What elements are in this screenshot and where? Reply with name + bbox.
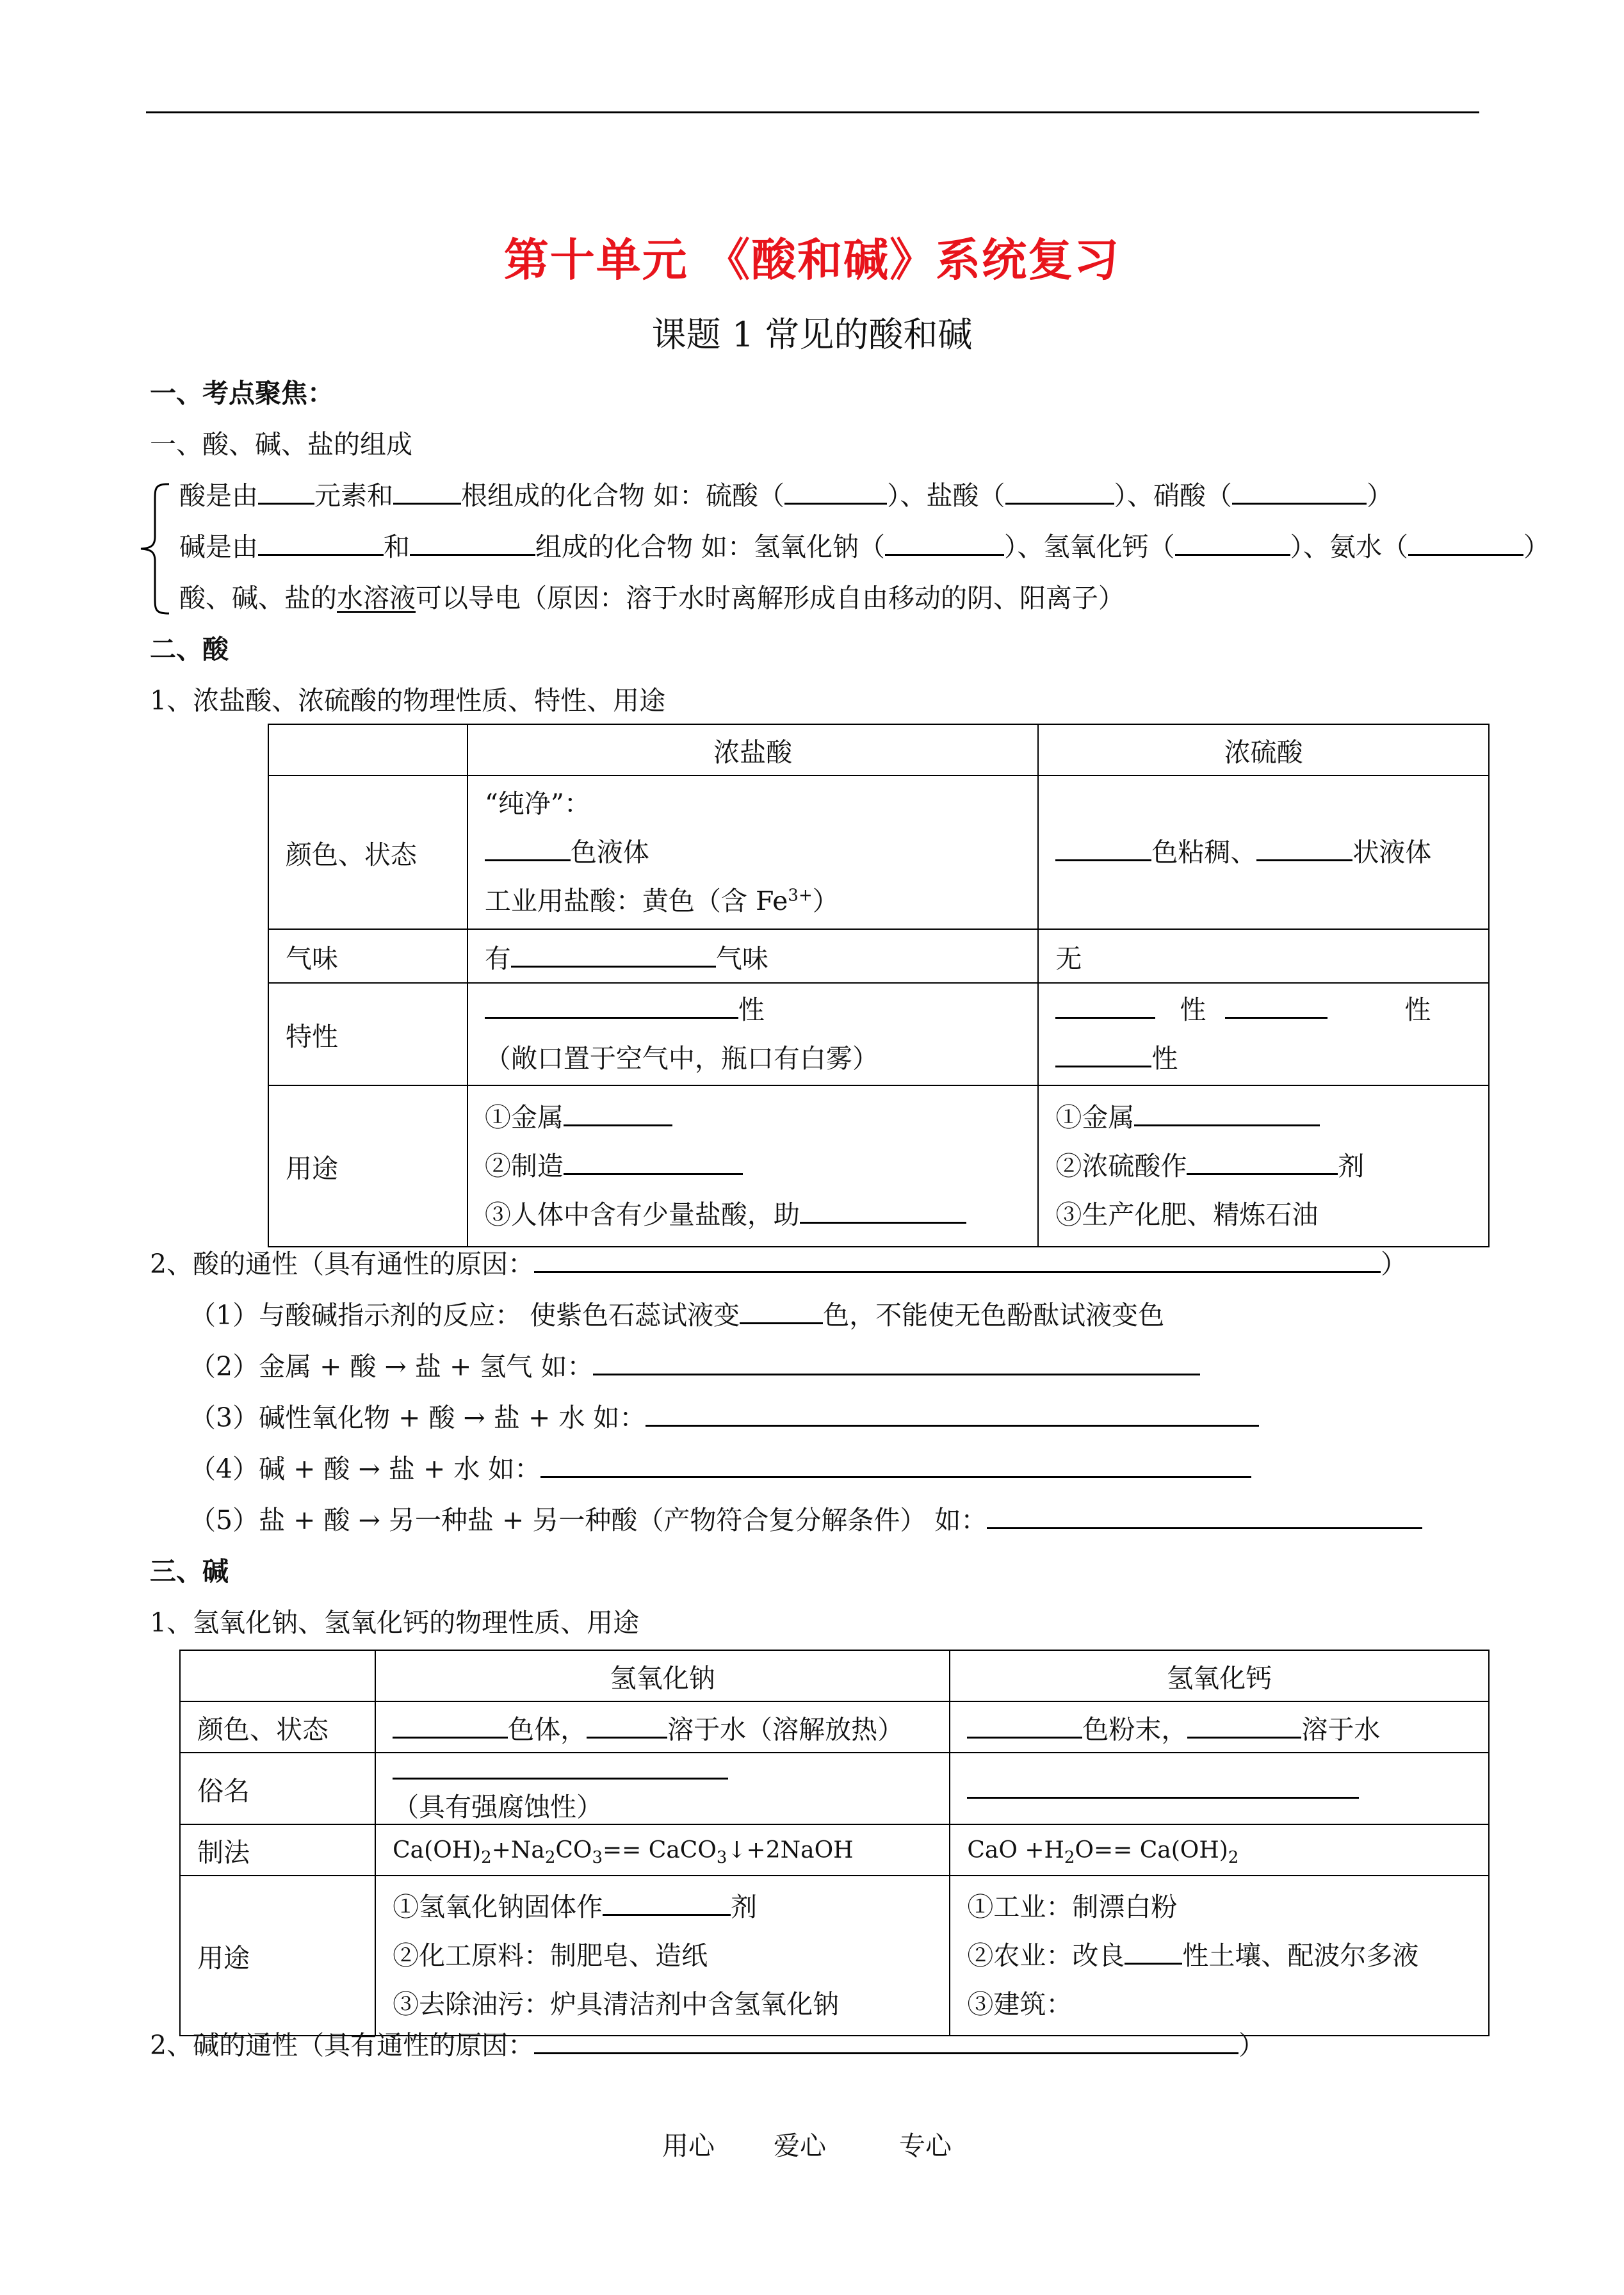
row-label: 气味 <box>268 929 467 983</box>
column-header-h2so4: 浓硫酸 <box>1038 724 1489 775</box>
blank <box>1055 993 1155 1019</box>
table-row <box>180 1876 1489 2036</box>
cell-line: ①工业：制漂白粉 <box>967 1892 1178 1922</box>
acid-property-4 <box>190 1451 1251 1487</box>
text: CaO +H <box>967 1837 1064 1863</box>
text: ②浓硫酸作 <box>1055 1151 1187 1181</box>
table-row <box>180 1824 1489 1876</box>
text: ） <box>812 886 839 916</box>
table-cell <box>375 1876 950 2036</box>
row-label: 制法 <box>180 1824 375 1876</box>
subscript: 3 <box>716 1847 727 1867</box>
section-heading-focus: 一、考点聚焦： <box>150 378 334 409</box>
text: +Na <box>491 1837 545 1863</box>
text: 性 <box>738 994 765 1025</box>
text: 工业用盐酸：黄色（含 Fe <box>484 886 788 916</box>
blank <box>603 1890 731 1916</box>
row-label: 颜色、状态 <box>268 775 467 929</box>
table-cell <box>467 775 1038 929</box>
column-header-hcl: 浓盐酸 <box>467 724 1038 775</box>
table-row <box>180 1753 1489 1824</box>
text: 和 <box>384 531 410 562</box>
blank <box>1134 1100 1320 1126</box>
blank <box>564 1100 672 1126</box>
blank <box>784 478 887 505</box>
superscript: 3+ <box>788 886 813 905</box>
text: == CaCO <box>603 1837 717 1863</box>
cell-line <box>1055 985 1472 1034</box>
text: ）、盐酸（ <box>887 480 1005 511</box>
blank <box>485 835 571 861</box>
item-base-properties: 1、氢氧化钠、氢氧化钙的物理性质、用途 <box>150 1607 640 1638</box>
text: （1）与酸碱指示剂的反应： 使紫色石蕊试液变 <box>190 1300 740 1331</box>
cell-line: ③生产化肥、精炼石油 <box>1055 1199 1319 1230</box>
text: Ca(OH) <box>393 1837 482 1863</box>
cell-line <box>485 985 1021 1034</box>
column-header-caoh2: 氢氧化钙 <box>950 1650 1489 1701</box>
text: 溶于水 <box>1301 1714 1381 1745</box>
blank <box>393 478 461 505</box>
page-title: 第十单元 《酸和碱》系统复习 <box>503 233 1121 286</box>
text: （4）碱 + 酸 → 盐 + 水 如： <box>190 1454 541 1484</box>
blank <box>1256 835 1352 861</box>
table-cell <box>375 1701 950 1753</box>
header-rule <box>146 111 1479 113</box>
subscript: 2 <box>481 1847 492 1867</box>
text: ①金属 <box>1055 1102 1135 1133</box>
blank <box>511 941 716 968</box>
text: 2、碱的通性（具有通性的原因： <box>150 2030 535 2061</box>
blank <box>1232 478 1367 505</box>
text: CO <box>555 1837 592 1863</box>
subscript: 3 <box>592 1847 603 1867</box>
table-row <box>268 983 1489 1085</box>
acid-property-5 <box>190 1502 1422 1538</box>
item-composition: 一、酸、碱、盐的组成 <box>150 429 412 460</box>
text: ②制造 <box>484 1151 564 1181</box>
cell-line: “纯净”： <box>484 788 590 819</box>
cell-line <box>485 1142 1021 1190</box>
page-subtitle: 课题 1 常见的酸和碱 <box>651 314 973 355</box>
blank <box>646 1400 1259 1427</box>
blank <box>1175 530 1290 556</box>
blank <box>1187 1712 1301 1739</box>
text: 色液体 <box>570 837 649 868</box>
section-heading-acid: 二、酸 <box>150 634 229 665</box>
table-cell <box>950 1753 1489 1824</box>
text: 酸、碱、盐的 <box>179 583 337 613</box>
text: 酸是由 <box>179 480 258 511</box>
cell-line <box>1055 1142 1472 1190</box>
text: （5）盐 + 酸 → 另一种盐 + 另一种酸（产物符合复分解条件） 如： <box>190 1505 987 1536</box>
row-label: 特性 <box>268 983 467 1085</box>
blank <box>1187 1149 1338 1175</box>
conductivity-line <box>179 580 1125 616</box>
cell-line <box>485 1190 1021 1239</box>
blank <box>485 993 738 1019</box>
text: 性 <box>1180 994 1206 1025</box>
text: 剂 <box>1338 1151 1365 1181</box>
text: 色体， <box>508 1714 587 1745</box>
blank <box>1408 530 1523 556</box>
table-cell <box>268 724 467 775</box>
cell-line: ②化工原料：制肥皂、造纸 <box>393 1940 708 1971</box>
acid-property-2 <box>190 1349 1200 1384</box>
cell-line <box>967 1931 1472 1980</box>
subscript: 2 <box>1064 1847 1075 1867</box>
blank <box>258 478 314 505</box>
blank <box>540 1452 1251 1478</box>
text: （具有强腐蚀性） <box>393 1792 603 1822</box>
text: （3）碱性氧化物 + 酸 → 盐 + 水 如： <box>190 1402 646 1433</box>
cell-line <box>1055 828 1472 877</box>
text: ③人体中含有少量盐酸，助 <box>484 1199 800 1230</box>
row-label: 用途 <box>268 1085 467 1247</box>
blank <box>967 1712 1082 1739</box>
table-cell <box>375 1753 950 1824</box>
cell-line: ③去除油污：炉具清洁剂中含氢氧化钠 <box>393 1989 840 2020</box>
blank <box>1055 835 1151 861</box>
table-header-row <box>180 1650 1489 1701</box>
text: 性土壤、配波尔多液 <box>1182 1940 1419 1971</box>
table-row <box>268 929 1489 983</box>
blank <box>393 1712 508 1739</box>
table-cell <box>467 983 1038 1085</box>
text: 2、酸的通性（具有通性的原因： <box>150 1249 535 1279</box>
curly-brace-icon <box>136 482 174 616</box>
acid-general-heading <box>150 1246 1407 1282</box>
text: O== Ca(OH) <box>1075 1837 1228 1863</box>
underlined-text: 水溶液 <box>337 583 416 613</box>
blank <box>1225 993 1328 1019</box>
text: ） <box>1523 531 1550 562</box>
table-cell <box>950 1876 1489 2036</box>
acid-property-1 <box>190 1297 1164 1333</box>
blank <box>1005 478 1114 505</box>
table-cell <box>180 1650 375 1701</box>
row-label: 用途 <box>180 1876 375 2036</box>
text: ①氢氧化钠固体作 <box>393 1892 603 1922</box>
text: ） <box>1367 480 1393 511</box>
blank <box>587 1712 667 1739</box>
footer-text: 用心 <box>662 2130 715 2161</box>
blank <box>885 530 1004 556</box>
text: ①金属 <box>484 1102 564 1133</box>
cell-line <box>485 828 1021 877</box>
blank <box>564 1149 743 1175</box>
cell-line <box>1055 1034 1472 1083</box>
text: ）、氨水（ <box>1290 531 1409 562</box>
table-cell: 无 <box>1038 929 1489 983</box>
footer-text: 专心 <box>899 2130 952 2161</box>
text: ②农业：改良 <box>967 1940 1125 1971</box>
blank <box>987 1503 1422 1529</box>
subscript: 2 <box>544 1847 556 1867</box>
text: 组成的化合物 如：氢氧化钠（ <box>535 531 886 562</box>
acid-properties-table <box>268 724 1490 1247</box>
base-general-heading <box>150 2027 1265 2063</box>
text: 碱是由 <box>179 531 258 562</box>
row-label: 俗名 <box>180 1753 375 1824</box>
table-cell <box>1038 1085 1489 1247</box>
blank <box>740 1298 823 1324</box>
blank <box>393 1753 728 1780</box>
subscript: 2 <box>1228 1847 1239 1867</box>
text: ）、硝酸（ <box>1114 480 1233 511</box>
row-label: 颜色、状态 <box>180 1701 375 1753</box>
table-cell <box>467 929 1038 983</box>
item-acid-properties: 1、浓盐酸、浓硫酸的物理性质、特性、用途 <box>150 685 666 716</box>
text: 性 <box>1404 994 1431 1025</box>
text: 根组成的化合物 如：硫酸（ <box>461 480 785 511</box>
text: 色，不能使无色酚酞试液变色 <box>823 1300 1165 1331</box>
cell-line <box>393 1883 932 1931</box>
blank <box>800 1197 966 1224</box>
cell-line <box>485 877 1021 925</box>
text: 剂 <box>731 1892 758 1922</box>
text: ） <box>1381 1249 1408 1279</box>
table-cell <box>950 1701 1489 1753</box>
section-heading-base: 三、碱 <box>150 1556 229 1587</box>
text: 色粉末， <box>1082 1714 1188 1745</box>
cell-line <box>1055 1093 1472 1142</box>
text: 溶于水（溶解放热） <box>667 1714 904 1745</box>
base-definition-line <box>179 529 1550 565</box>
text: 可以导电（原因：溶于水时离解形成自由移动的阴、阳离子） <box>416 583 1125 613</box>
text: 性 <box>1151 1043 1178 1074</box>
table-row <box>268 775 1489 929</box>
cell-line: （敞口置于空气中，瓶口有白雾） <box>484 1043 879 1074</box>
text: 有 <box>484 943 511 974</box>
table-header-row <box>268 724 1489 775</box>
blank <box>534 1247 1381 1273</box>
acid-definition-line <box>179 478 1393 514</box>
blank <box>593 1349 1200 1375</box>
blank <box>410 530 535 556</box>
footer-text: 爱心 <box>774 2130 826 2161</box>
blank <box>258 530 384 556</box>
table-row <box>268 1085 1489 1247</box>
table-cell <box>1038 983 1489 1085</box>
table-row <box>180 1701 1489 1753</box>
column-header-naoh: 氢氧化钠 <box>375 1650 950 1701</box>
blank <box>967 1772 1359 1799</box>
text: ）、氢氧化钙（ <box>1004 531 1175 562</box>
text: 色粘稠、 <box>1151 837 1257 868</box>
table-cell <box>950 1824 1489 1876</box>
text: 元素和 <box>314 480 393 511</box>
text: ↓+2NaOH <box>727 1837 854 1863</box>
blank <box>534 2028 1238 2054</box>
cell-line: ③建筑： <box>967 1989 1073 2020</box>
blank <box>1055 1041 1151 1067</box>
text: ） <box>1238 2030 1265 2061</box>
table-cell <box>467 1085 1038 1247</box>
blank <box>1125 1938 1182 1965</box>
text: 气味 <box>715 943 768 974</box>
base-properties-table <box>179 1650 1490 2036</box>
text: （2）金属 + 酸 → 盐 + 氢气 如： <box>190 1351 594 1382</box>
text: 状液体 <box>1352 837 1432 868</box>
cell-line <box>485 1093 1021 1142</box>
table-cell <box>1038 775 1489 929</box>
table-cell <box>375 1824 950 1876</box>
acid-property-3 <box>190 1400 1259 1436</box>
